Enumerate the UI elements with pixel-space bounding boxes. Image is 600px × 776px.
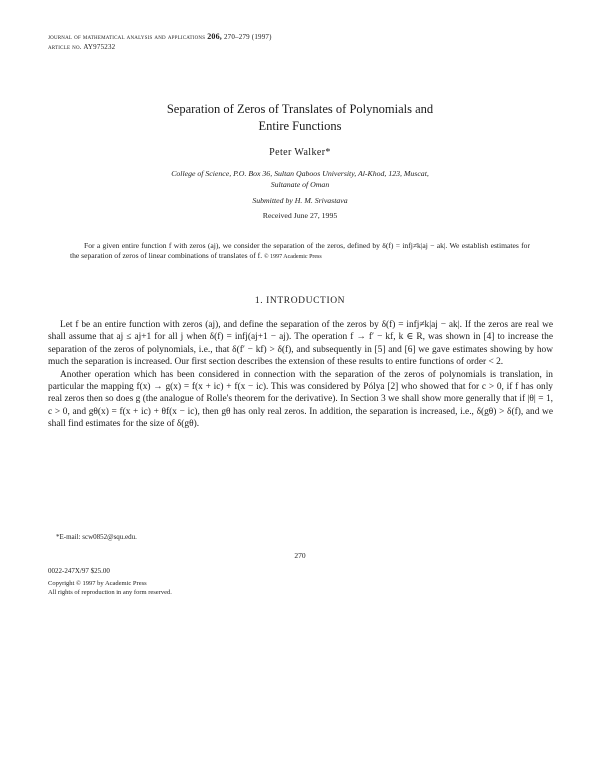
- body-text: [48, 319, 553, 431]
- article-label: article no.: [48, 43, 82, 51]
- issn-price: 0022-247X/97 $25.00: [48, 567, 110, 575]
- title-line-1: Separation of Zeros of Translates of Polynomials and: [166, 102, 434, 116]
- paper-title: [0, 101, 600, 135]
- affiliation-line-2: Sultanate of Oman: [270, 180, 330, 189]
- journal-citation-line: [48, 32, 272, 42]
- copyright-notice: [48, 579, 172, 597]
- article-number: AY975232: [83, 43, 116, 51]
- title-line-2: Entire Functions: [258, 119, 342, 133]
- copyright-line-2: All rights of reproduction in any form reserved.: [48, 589, 172, 596]
- abstract-text: For a given entire function f with zeros (aj), we consider the separation of the zeros, defined by δ(f) = infj≠k|aj − ak|. We establish estimates for the separation of zeros of linear combinations of translates of f.: [70, 241, 530, 261]
- submitted-by: Submitted by H. M. Srivastava: [252, 196, 348, 205]
- journal-volume: 206,: [207, 32, 222, 41]
- page-number: 270: [294, 551, 306, 560]
- abstract-copyright: © 1997 Academic Press: [264, 254, 322, 261]
- paragraph-2: Another operation which has been considered in connection with the separation of the zeros of polynomials is translation, in particular the mapping f(x) → g(x) = f(x + ic) + f(x − ic). This was considered by Pólya [2] who showed that for c > 0, if f has only real zeros then so does g (the analogue of Rolle's theorem for the derivative). In Section 3 we shall show more generally that if |θ| = 1, c > 0, and gθ(x) = f(x + ic) + θf(x − ic), then gθ has only real zeros. In addition, the separation is increased, i.e., δ(gθ) > δ(f), and we shall find estimates for the size of δ(gθ).: [48, 369, 553, 430]
- copyright-line-1: Copyright © 1997 by Academic Press: [48, 580, 147, 587]
- article-number-line: [48, 42, 272, 52]
- journal-header: [48, 32, 272, 52]
- section-heading: 1. INTRODUCTION: [254, 296, 346, 306]
- footnote: *E-mail: scw0852@squ.edu.: [56, 533, 137, 541]
- affiliation-line-1: College of Science, P.O. Box 36, Sultan Qaboos University, Al-Khod, 123, Muscat,: [171, 169, 429, 178]
- author-name: Peter Walker*: [269, 147, 331, 158]
- journal-name: journal of mathematical analysis and applications: [48, 33, 206, 41]
- author-affiliation: [90, 168, 510, 190]
- journal-pages-year: 270–279 (1997): [223, 33, 272, 41]
- abstract: [70, 241, 530, 263]
- paragraph-1: Let f be an entire function with zeros (aj), and define the separation of the zeros by δ(f) = infj≠k|aj − ak|. If the zeros are real we shall assume that aj ≤ aj+1 for all j when δ(f) = infj(aj+1 − aj). The operation f → f′ − kf, k ∈ R, was shown in [4] to increase the separation of the zeros of polynomials, i.e., that δ(f′ − kf) > δ(f), and subsequently in [5] and [6] we gave estimates showing by how much the separation is increased. Our first section describes the extension of these results to entire functions of order < 2.: [48, 320, 553, 368]
- received-date: Received June 27, 1995: [262, 211, 338, 220]
